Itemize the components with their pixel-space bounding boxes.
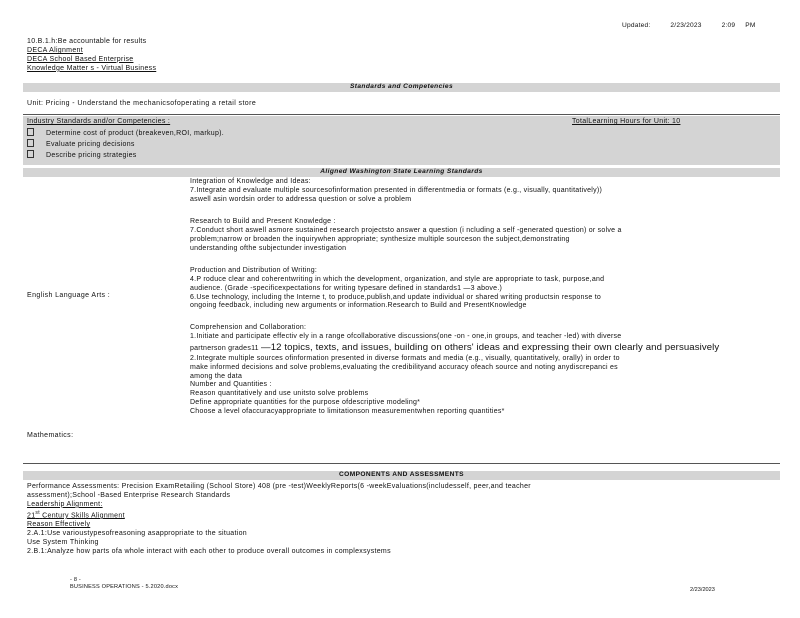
standard-line: aswell asin wordsin order to addressa question or solve a problem	[190, 195, 412, 203]
document-header	[27, 38, 327, 74]
standard-heading: Integration of Knowledge and Ideas:	[190, 178, 311, 185]
updated-date: 2/23/2023	[670, 22, 702, 29]
standard-line: Reason quantitatively and use unitsto solve problems	[190, 390, 369, 398]
skill-line: 2.A.1:Use varioustypesofreasoning asappropriate to the situation	[27, 530, 247, 538]
standard-line: 6.Use technology, including the Interne t, to produce,publish,and update individual or shared writing productsin response to	[190, 293, 602, 301]
ela-label: English Language Arts :	[27, 292, 111, 299]
updated-label: Updated:	[622, 22, 651, 29]
checkbox-icon	[27, 139, 34, 147]
list-item: Determine cost of product (breakeven,ROI, markup).	[27, 128, 224, 139]
total-hours: TotalLearning Hours for Unit: 10	[572, 118, 681, 125]
checkbox-icon	[27, 150, 34, 158]
divider	[23, 463, 780, 464]
deca-sbe-line: DECA School Based Enterprise	[27, 55, 134, 63]
performance-line: Performance Assessments: Precision ExamRetailing (School Store) 408 (pre -test)WeeklyReports(6 -weekEvaluations(includesself, peer,and teacher	[27, 483, 531, 490]
standard-heading: Number and Quantities :	[190, 381, 272, 389]
standard-heading: Comprehension and Collaboration:	[190, 324, 307, 332]
leadership-heading: Leadership Alignment:	[27, 500, 103, 508]
unit-title: Unit: Pricing - Understand the mechanicsofoperating a retail store	[27, 100, 257, 107]
century-skills-heading: 21st Century Skills Alignment	[27, 509, 125, 520]
updated-timestamp	[622, 22, 774, 30]
updated-ampm: PM	[745, 22, 756, 29]
list-item: Describe pricing strategies	[27, 150, 224, 161]
knowledge-matters-line: Knowledge Matter s - Virtual Business	[27, 64, 157, 72]
standard-line: problem;narrow or broaden the inquirywhen appropriate; synthesize multiple sourceson the subject,demonstrating	[190, 235, 570, 243]
performance-section	[27, 483, 777, 557]
footer-date: 2/23/2023	[690, 587, 715, 593]
checkbox-icon	[27, 128, 34, 136]
standards-text	[190, 178, 775, 417]
footer-filename: BUSINESS OPERATIONS - 5.2020.docx	[70, 584, 179, 591]
skill-line: 2.B.1:Analyze how parts ofa whole interact with each other to produce overall outcomes in complexsystems	[27, 548, 391, 555]
reason-heading: Reason Effectively	[27, 521, 91, 529]
standard-line: 2.Integrate multiple sources ofinformation presented in diverse formats and media (e.g., visually, quantitatively, orally) in order to	[190, 354, 620, 362]
footer-left	[70, 577, 178, 591]
page-number: - 8 -	[70, 577, 81, 583]
divider	[23, 114, 780, 115]
standard-line: among the data	[190, 372, 243, 380]
standard-code-line: 10.B.1.h:Be accountable for results	[27, 38, 147, 45]
standard-line: Define appropriate quantities for the purpose ofdescriptive modeling*	[190, 399, 421, 407]
standard-heading: Research to Build and Present Knowledge :	[190, 217, 336, 225]
standard-line: audience. (Grade -specificexpectations for writing typesare defined in standards1 —3 above.)	[190, 284, 503, 292]
industry-items-list	[27, 128, 224, 161]
aligned-standards-band: Aligned Washington State Learning Standards	[23, 168, 780, 177]
standard-line: ongoing feedback, including new arguments or information.Research to Build and PresentKnowledge	[190, 302, 527, 310]
standard-line: 7.Integrate and evaluate multiple sourcesofinformation presented in differentmedia or formats (e.g., visually, quantitatively))	[190, 186, 603, 194]
list-item: Evaluate pricing decisions	[27, 139, 224, 150]
industry-heading: Industry Standards and/or Competencies :	[27, 118, 171, 125]
standards-competencies-band: Standards and Competencies	[23, 83, 780, 92]
updated-time: 2:09	[721, 22, 736, 29]
performance-line: assessment);School -Based Enterprise Research Standards	[27, 491, 231, 499]
standard-line: understanding ofthe subjectunder investigation	[190, 244, 347, 252]
standard-heading: Production and Distribution of Writing:	[190, 266, 318, 274]
math-label: Mathematics:	[27, 432, 74, 439]
systems-heading: Use System Thinking	[27, 539, 99, 547]
standard-line: 1.Initiate and participate effectiv ely in a range ofcollaborative discussions(one -on - one,in groups, and teacher -led) with diverse	[190, 333, 622, 341]
standard-line: make informed decisions and solve problems,evaluating the credibilityand accuracy ofeach source and noting anydiscrepanci es	[190, 363, 618, 371]
standard-line: 7.Conduct short aswell asmore sustained research projectsto answer a question (i ncluding a self -generated question) or solve a	[190, 226, 622, 234]
deca-alignment-heading: DECA Alignment	[27, 46, 83, 54]
standard-line: partnerson grades11 —12 topics, texts, and issues, building on others' ideas and expressing their own clearly and persuasively	[190, 342, 720, 354]
standard-line: Choose a level ofaccuracyappropriate to limitationson measurementwhen reporting quantities*	[190, 408, 505, 416]
standard-line: 4.P roduce clear and coherentwriting in which the development, organization, and style are appropriate to task, purpose,and	[190, 275, 605, 283]
components-assessments-band: COMPONENTS AND ASSESSMENTS	[23, 471, 780, 480]
